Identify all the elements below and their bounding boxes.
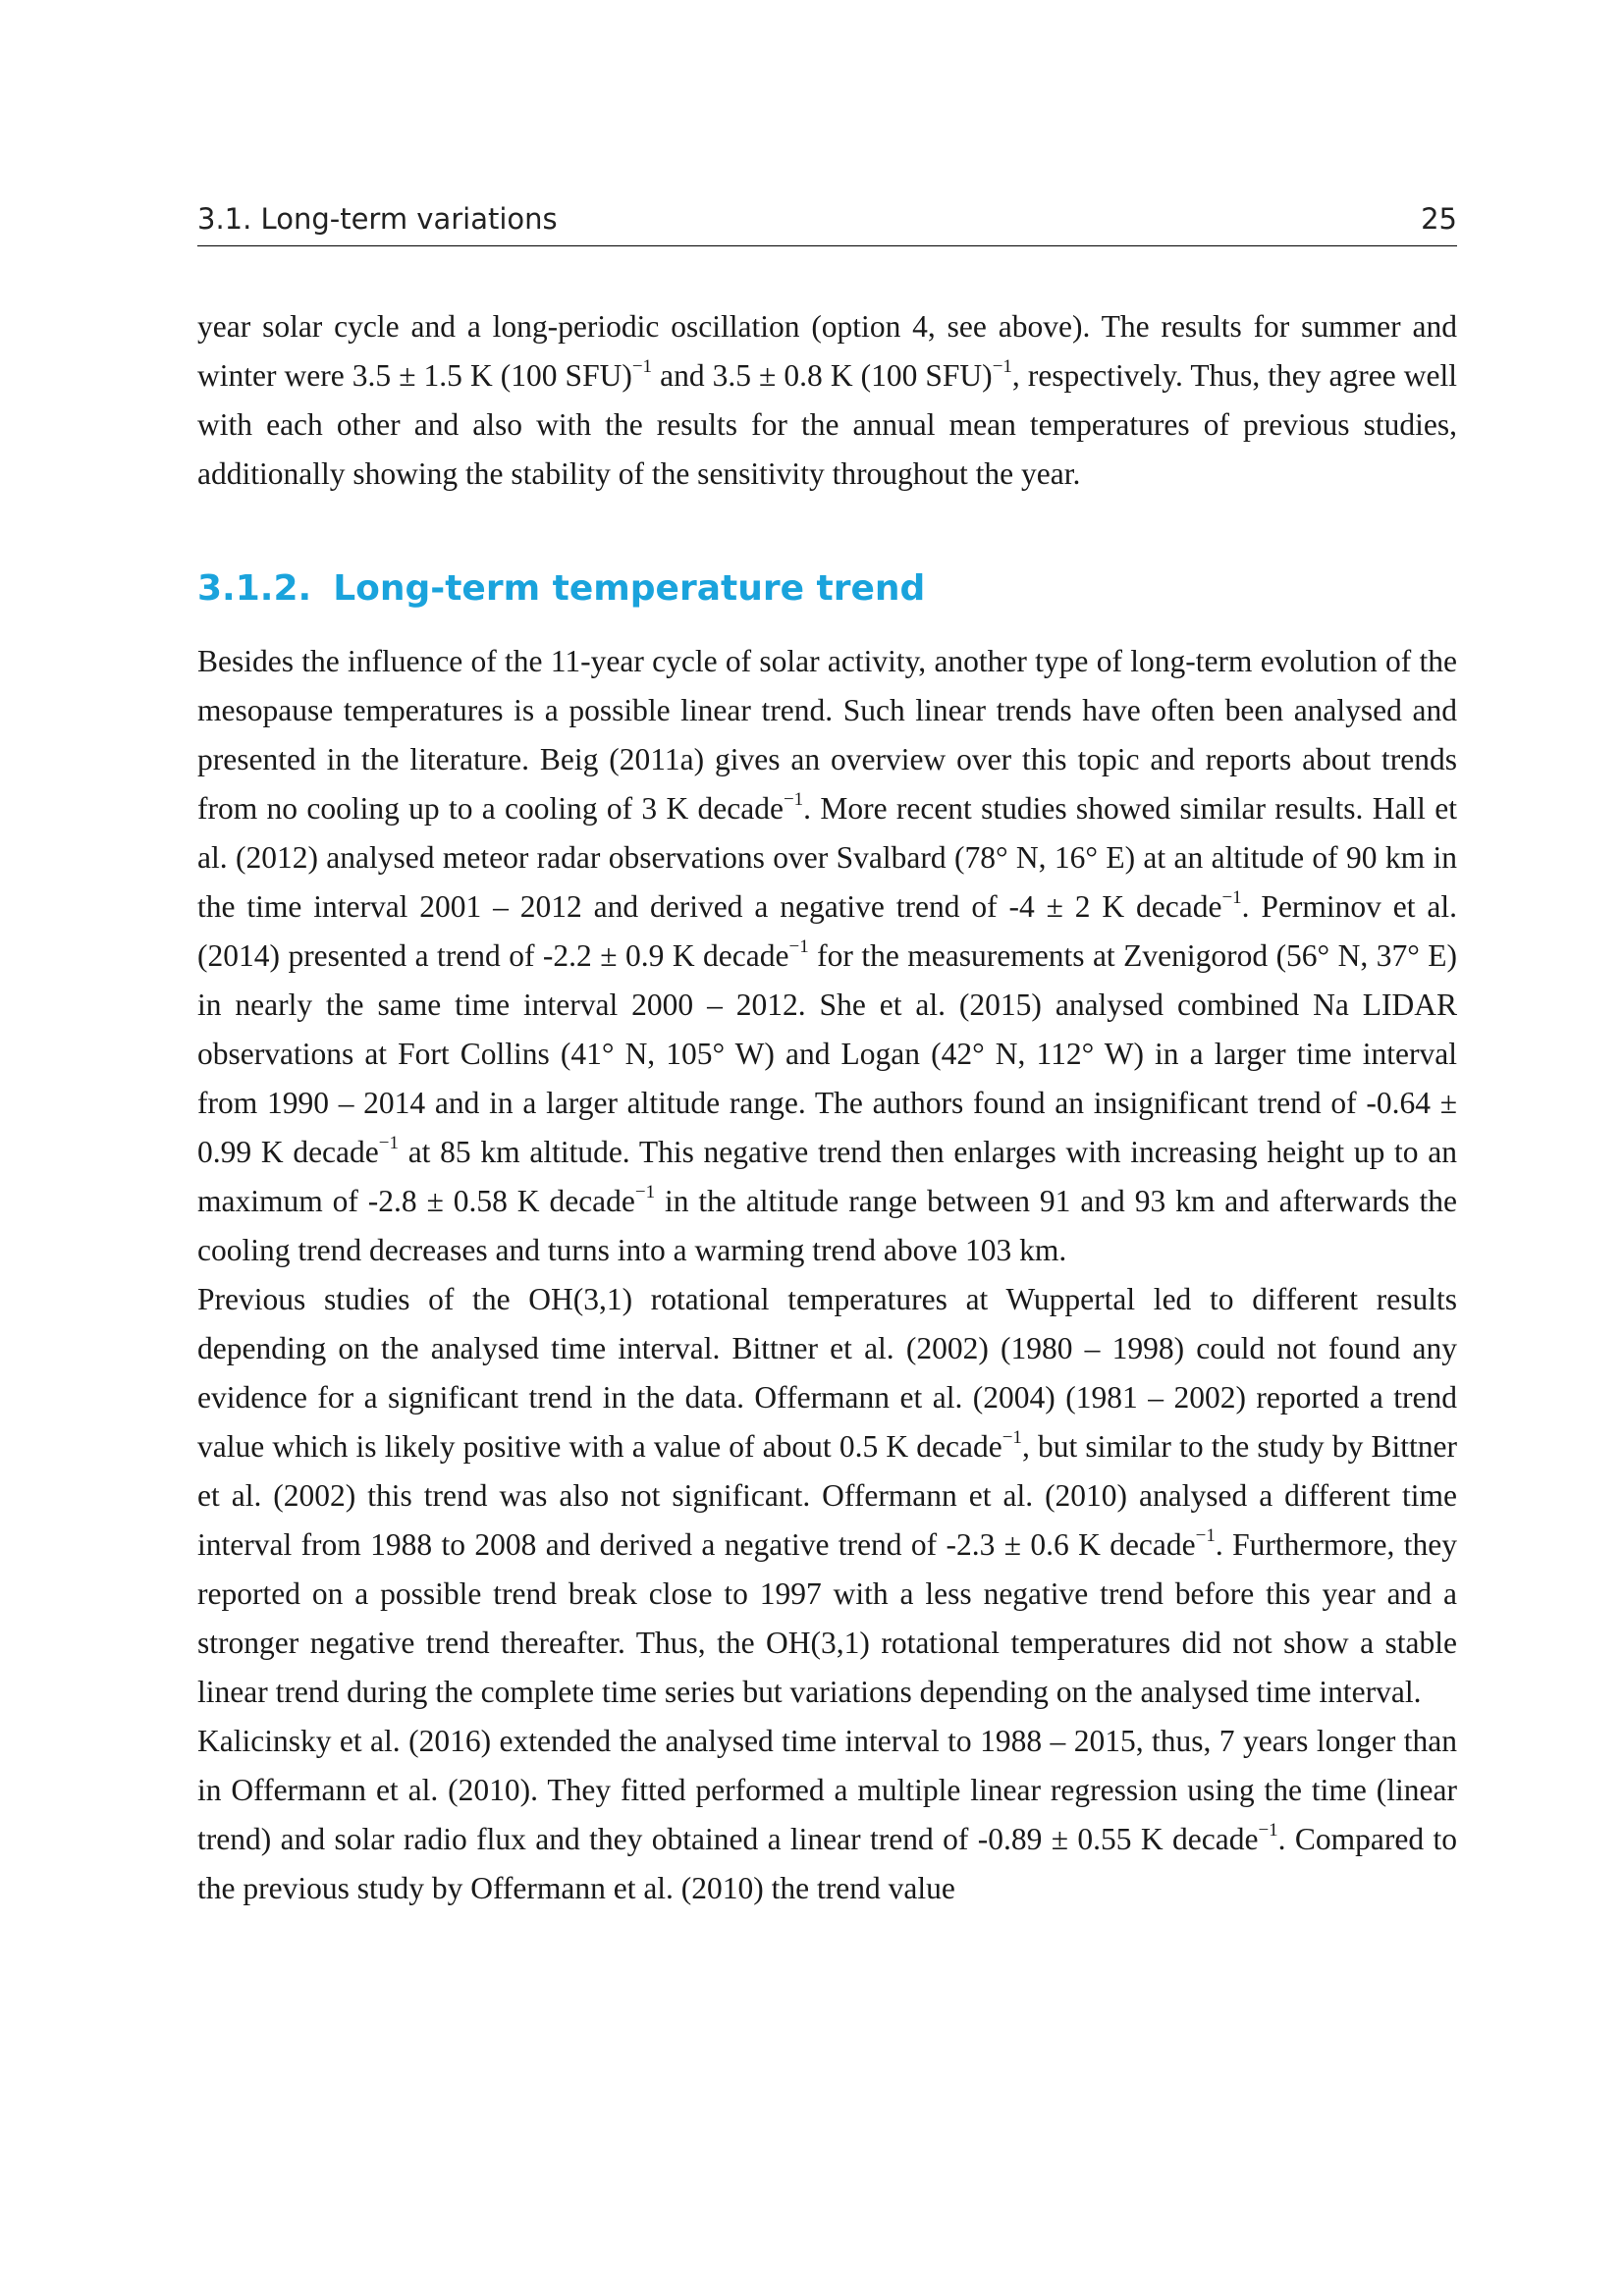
- superscript: −1: [992, 355, 1012, 377]
- text-run: in the altitude range between 91 and 93 km and afterwards the cooling trend decreases and turns into a warming trend above 103 km.: [197, 1184, 1457, 1267]
- page-number: 25: [1421, 202, 1457, 236]
- text-run: . More recent studies showed similar results. Hall et al. (2012) analysed meteor radar observations over Svalbard (78° N, 16° E) at an altitude of 90 km in the time interval 2001 – 2012 and derived a negative trend of -4 ± 2 K decade: [197, 791, 1457, 924]
- text-run: . Perminov et al. (2014) presented a trend of -2.2 ± 0.9 K decade: [197, 889, 1458, 973]
- text-run: , respectively. Thus, they agree well with each other and also with the results for the annual mean temperatures of previous studies, additionally showing the stability of the sensitivity throughout the year.: [197, 358, 1457, 491]
- paragraph-kalicinsky: [197, 1717, 1457, 1913]
- superscript: −1: [634, 1181, 656, 1202]
- body-text: [197, 302, 1457, 1913]
- section-running-title: 3.1. Long-term variations: [197, 202, 558, 236]
- text-run: . Compared to the previous study by Offermann et al. (2010) the trend value: [197, 1822, 1457, 1905]
- text-run: . Furthermore, they reported on a possible trend break close to 1997 with a less negative trend before this year and a stronger negative trend thereafter. Thus, the OH(3,1) rotational temperatures did not show a stable linear trend during the complete time series but variations depending on the analysed time interval.: [197, 1527, 1458, 1709]
- text-run: Kalicinsky et al. (2016) extended the analysed time interval to 1988 – 2015, thus, 7 years longer than in Offermann et al. (2010). They fitted performed a multiple linear regression using the time (linear trend) and solar radio flux and they obtained a linear trend of -0.89 ± 0.55 K decade: [197, 1724, 1457, 1856]
- section-title: Long-term temperature trend: [333, 568, 926, 609]
- text-run: for the measurements at Zvenigorod (56° N, 37° E) in nearly the same time interval 2000 – 2012. She et al. (2015) analysed combined Na LIDAR observations at Fort Collins (41° N, 105° W) and Logan (42° N, 112° W) in a larger time interval from 1990 – 2014 and in a larger altitude range. The authors found an insignificant trend of -0.64 ± 0.99 K decade: [197, 938, 1457, 1169]
- section-number: 3.1.2.: [197, 568, 312, 609]
- paragraph-trend-literature: [197, 637, 1457, 1275]
- text-run: and 3.5 ± 0.8 K (100 SFU): [652, 358, 993, 393]
- intro-paragraph: [197, 302, 1457, 499]
- text-run: at 85 km altitude. This negative trend then enlarges with increasing height up to an maximum of -2.8 ± 0.58 K decade: [197, 1135, 1457, 1218]
- superscript: −1: [378, 1132, 399, 1153]
- superscript: −1: [1221, 886, 1242, 908]
- superscript: −1: [783, 788, 804, 810]
- superscript: −1: [1195, 1524, 1216, 1546]
- superscript: −1: [1001, 1426, 1022, 1448]
- text-run: , but similar to the study by Bittner et al. (2002) this trend was also not significant. Offermann et al. (2010) analysed a different time interval from 1988 to 2008 and derived a negative trend of -2.3 ± 0.6 K decade: [197, 1429, 1457, 1562]
- running-header: [197, 200, 1457, 246]
- superscript: −1: [788, 935, 809, 957]
- text-run: Previous studies of the OH(3,1) rotational temperatures at Wuppertal led to different results depending on the analysed time interval. Bittner et al. (2002) (1980 – 1998) could not found any evidence for a significant trend in the data. Offermann et al. (2004) (1981 – 2002) reported a trend value which is likely positive with a value of about 0.5 K decade: [197, 1282, 1457, 1464]
- paragraph-wuppertal-studies: [197, 1275, 1457, 1717]
- text-run: Besides the influence of the 11-year cycle of solar activity, another type of long-term evolution of the mesopause temperatures is a possible linear trend. Such linear trends have often been analysed and presented in the literature. Beig (2011a) gives an overview over this topic and reports about trends from no cooling up to a cooling of 3 K decade: [197, 644, 1457, 826]
- section-heading: [197, 564, 1457, 614]
- text-run: year solar cycle and a long-periodic oscillation (option 4, see above). The results for summer and winter were 3.5 ± 1.5 K (100 SFU): [197, 309, 1457, 393]
- superscript: −1: [631, 355, 653, 377]
- superscript: −1: [1258, 1819, 1278, 1841]
